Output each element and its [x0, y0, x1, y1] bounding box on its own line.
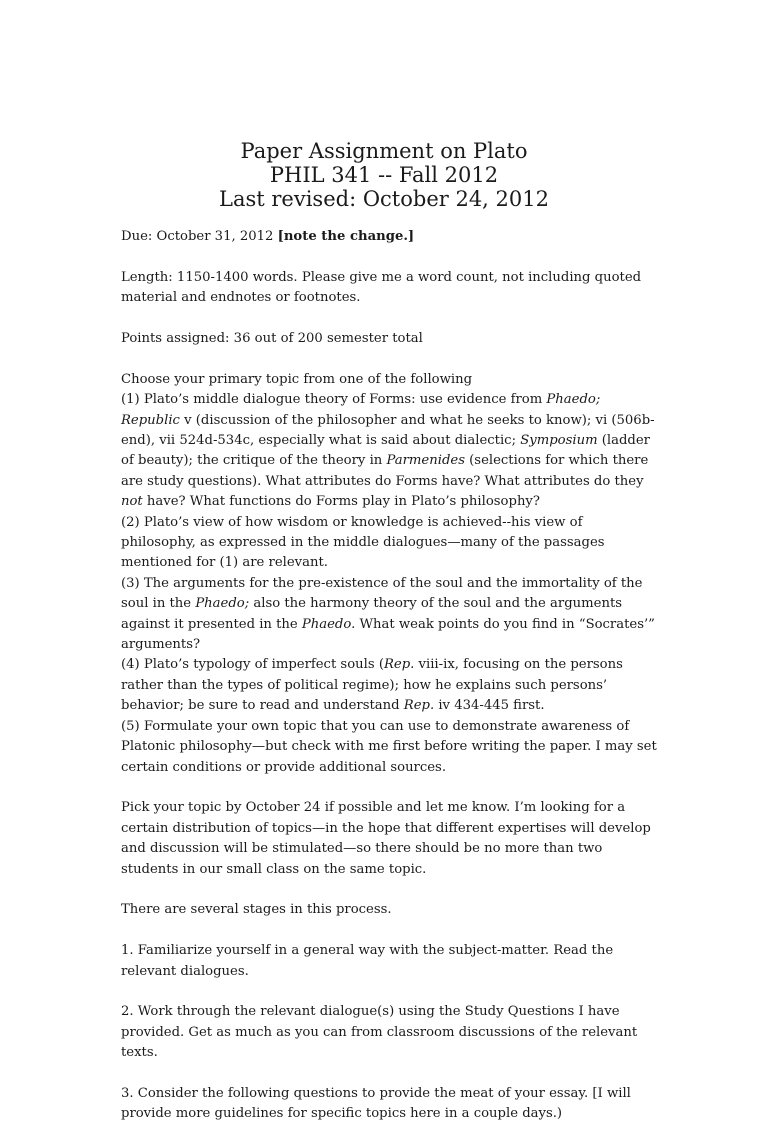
topic-4-work-rep-2: Rep. [403, 698, 435, 714]
stage-2: 2. Work through the relevant dialogue(s) using the Study Questions I have provided. Get as much as you can from classroom discussions of the relevant texts. [121, 1004, 638, 1061]
topic-5: (5) Formulate your own topic that you can use to demonstrate awareness of Platonic philosophy—but check with me first before writing the paper. I may set certain conditions or provide additional sources. [121, 718, 657, 775]
topic-1-emphasis-not: not [121, 494, 143, 510]
length-paragraph: Length: 1150-1400 words. Please give me a word count, not including quoted material and endnotes or footnotes. [121, 269, 642, 306]
topic-1-text-g: (selections for which there are study questions). What attributes do Forms have? What attributes do they [121, 453, 649, 489]
document-title: Paper Assignment on Plato [240, 139, 528, 163]
document-body [121, 227, 661, 1145]
topic-1-text-i: have? What functions do Forms play in Plato’s philosophy? [142, 494, 540, 510]
topic-4-text-a: (4) Plato’s typology of imperfect souls ( [121, 657, 384, 673]
topic-2: (2) Plato’s view of how wisdom or knowledge is achieved--his view of philosophy, as expressed in the middle dialogues—many of the passages mentioned for (1) are relevant. [121, 514, 605, 571]
topic-4-text-c: viii-ix, focusing on the persons rather than the types of political regime); how he explains such persons’ behavior; be sure to read and understand [121, 657, 623, 714]
due-text: Due: October 31, 2012 [121, 229, 278, 244]
due-paragraph [121, 227, 661, 247]
topics-section [121, 370, 661, 778]
title-block [0, 139, 768, 211]
topics-intro: Choose your primary topic from one of the following [121, 371, 473, 387]
topic-4 [121, 655, 661, 716]
topic-3-text-c: also the harmony theory of the soul and the arguments against it presented in the [121, 596, 623, 632]
topic-1-work-parmenides: Parmenides [386, 453, 465, 469]
stage-1: 1. Familiarize yourself in a general way with the subject-matter. Read the relevant dialogues. [121, 943, 614, 979]
topic-3 [121, 574, 661, 656]
topic-4-work-rep: Rep. [383, 657, 415, 673]
topic-3-text-a: (3) The arguments for the pre-existence of the soul and the immortality of the soul in the [121, 575, 643, 612]
course-line: PHIL 341 -- Fall 2012 [269, 163, 499, 187]
due-note: [note the change.] [277, 229, 415, 244]
topic-1-text-c: v (discussion of the philosopher and what he seeks to know); vi (506b-end), vii 524d-534c, especially what is said about dialectic; [121, 412, 655, 449]
topic-1-text-e: (ladder of beauty); the critique of the theory in [121, 433, 650, 469]
stages-intro: There are several stages in this process. [121, 902, 392, 918]
pick-paragraph: Pick your topic by October 24 if possible and let me know. I’m looking for a certain distribution of topics—in the hope that different expertises will develop and discussion will be stimulated—so there should be no more than two students in our small class on the same topic. [121, 800, 651, 877]
topic-3-text-e: What weak points do you find in “Socrates’” arguments? [121, 616, 655, 653]
points-paragraph: Points assigned: 36 out of 200 semester total [121, 331, 423, 346]
topic-1 [121, 390, 661, 512]
topic-1-text-a: (1) Plato’s middle dialogue theory of Forms: use evidence from [121, 392, 547, 408]
topic-3-work-phaedo-2: Phaedo. [301, 616, 356, 632]
revised-line: Last revised: October 24, 2012 [219, 187, 549, 211]
stage-3: 3. Consider the following questions to provide the meat of your essay. [I will provide more guidelines for specific topics here in a couple days.) [121, 1085, 631, 1122]
topic-4-text-e: iv 434-445 first. [434, 698, 545, 714]
topic-1-work-symposium: Symposium [520, 433, 598, 449]
topic-1-work-phaedo-republic: Phaedo; Republic [121, 392, 601, 428]
topic-3-work-phaedo: Phaedo; [195, 596, 250, 612]
